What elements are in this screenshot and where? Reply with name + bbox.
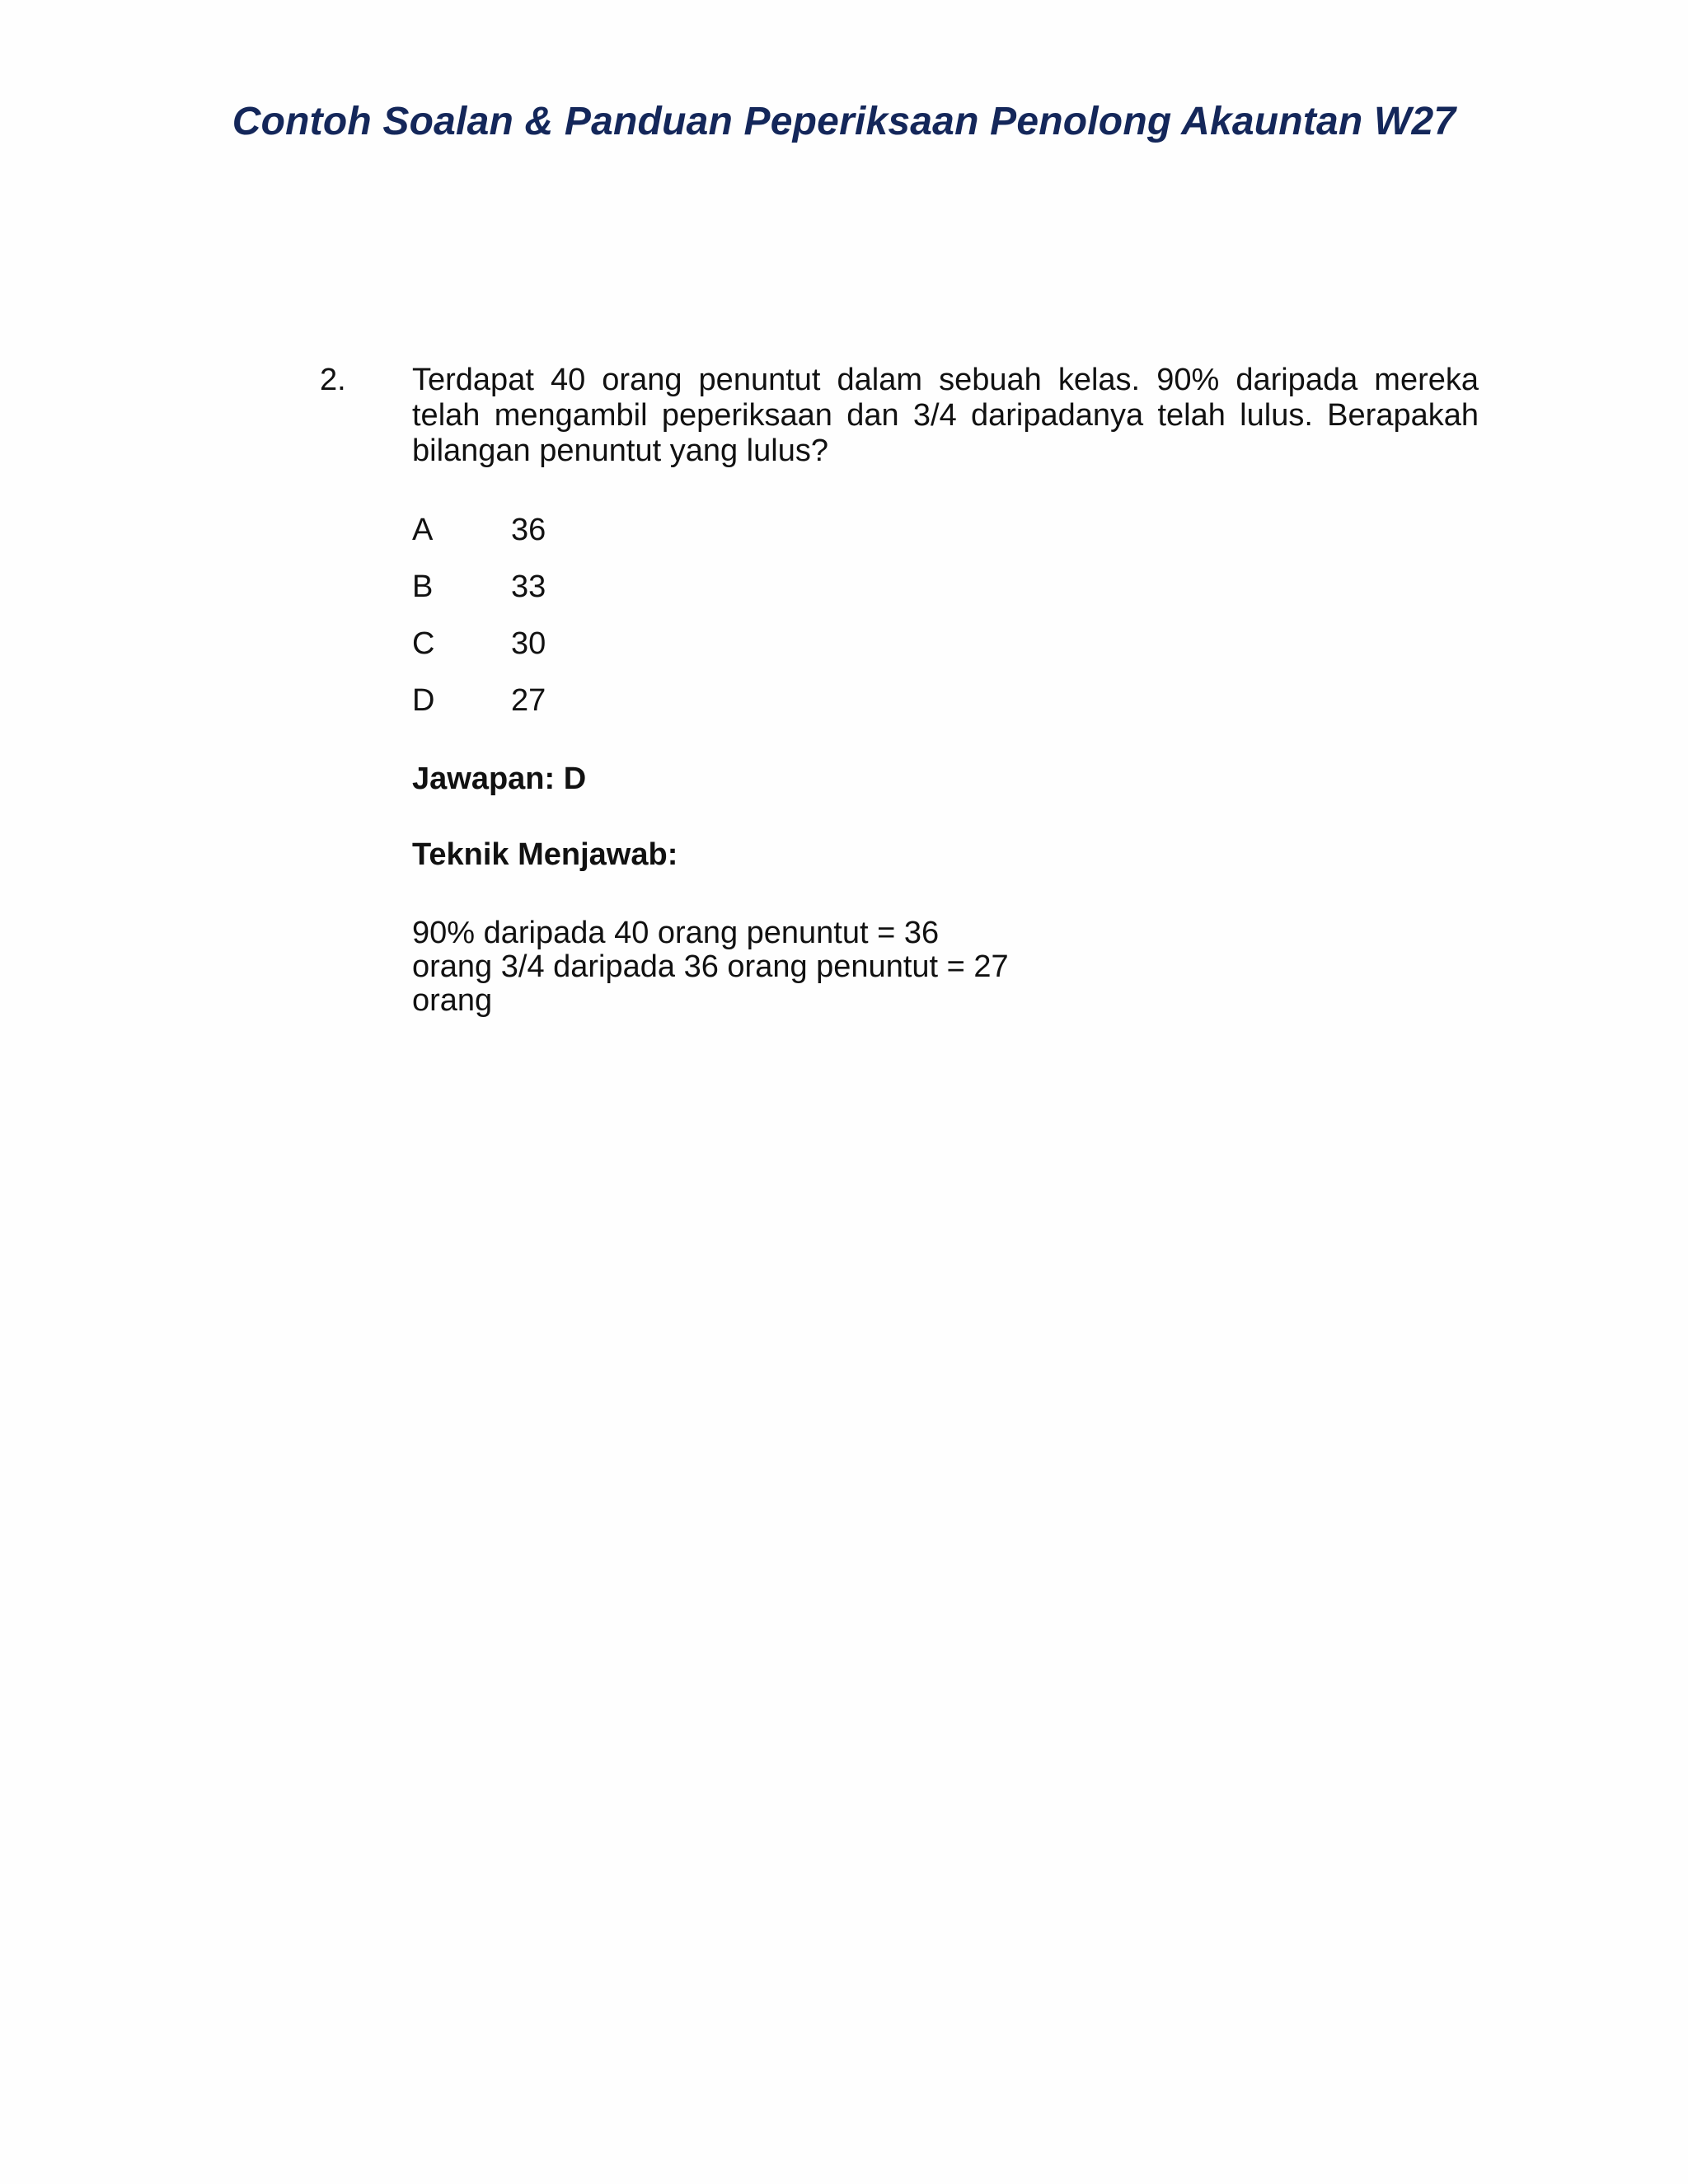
page-header-title: Contoh Soalan & Panduan Peperiksaan Penolong Akauntan W27	[232, 100, 1456, 143]
question-number: 2.	[320, 363, 346, 397]
option-letter: B	[412, 569, 434, 604]
option-value: 36	[511, 513, 546, 547]
option-letter: C	[412, 626, 435, 661]
answer-label: Jawapan: D	[412, 762, 587, 796]
question-body	[412, 363, 1479, 1018]
option-value: 33	[511, 569, 546, 604]
option-letter: A	[412, 513, 434, 547]
option-value: 30	[511, 626, 546, 661]
option-letter: D	[412, 683, 435, 718]
technique-line: orang	[412, 983, 493, 1018]
option-value: 27	[511, 683, 546, 718]
technique-line: orang 3/4 daripada 36 orang penuntut = 27	[412, 949, 1009, 984]
technique-line: 90% daripada 40 orang penuntut = 36	[412, 916, 940, 950]
question-text: Terdapat 40 orang penuntut dalam sebuah kelas. 90% daripada mereka telah mengambil peperiksaan dan 3/4 daripadanya telah lulus. Berapakah bilangan penuntut yang lulus?	[412, 363, 1479, 468]
technique-title: Teknik Menjawab:	[412, 837, 678, 872]
technique-explanation	[412, 916, 1071, 1018]
